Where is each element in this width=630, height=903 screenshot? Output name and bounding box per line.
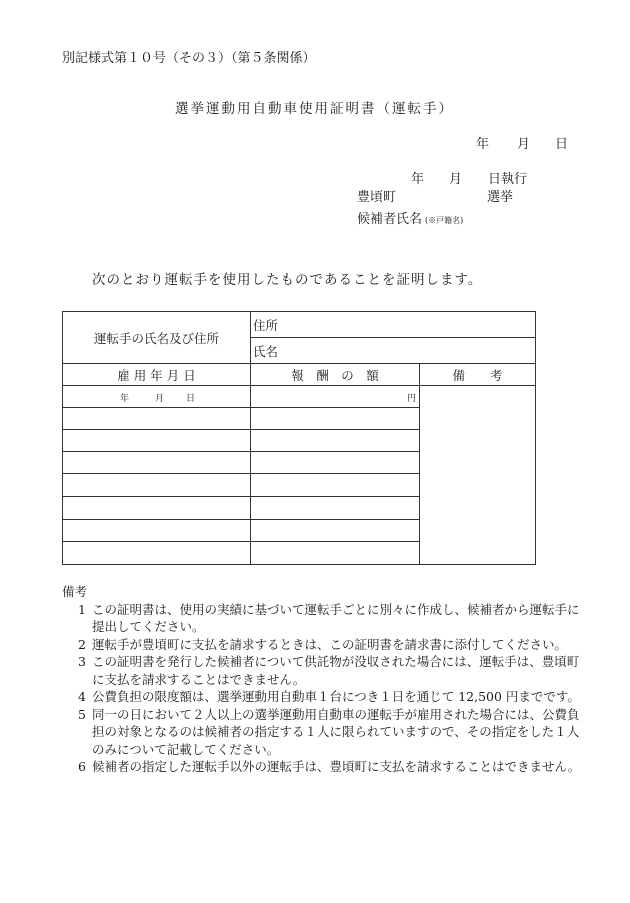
row-year-label: 年 (120, 394, 130, 404)
remarks-section (62, 583, 582, 776)
remark-item (62, 636, 582, 654)
remark-item (62, 706, 582, 759)
document-title: 選挙運動用自動車使用証明書（運転手） (175, 101, 454, 117)
employment-date-field-7[interactable] (62, 519, 251, 542)
employment-date-field-5[interactable] (62, 473, 251, 497)
employment-date-field-1[interactable] (62, 385, 251, 408)
pay-amount-field-8[interactable] (250, 541, 420, 565)
pay-amount-field-3[interactable] (250, 429, 420, 452)
remark-item (62, 688, 582, 706)
issue-month-label: 月 (517, 137, 531, 152)
driver-label-cell (62, 311, 251, 364)
employment-date-header (62, 363, 251, 386)
exec-day-label: 日執行 (488, 172, 528, 187)
issue-year-label: 年 (476, 137, 490, 152)
address-field[interactable] (250, 311, 536, 338)
remark-text: 公費負担の限度額は、選挙運動用自動車１台につき１日を通じて 12,500 円までです。 (92, 689, 580, 704)
remark-text: 同一の日において２人以上の選挙運動用自動車の運転手が雇用された場合には、公費負担の対象となるのは候補者の指定する１人に限られていますので、その指定をした１人のみについて記載してください。 (92, 706, 580, 757)
remark-item (62, 653, 582, 688)
remark-number: 3 (78, 654, 86, 669)
town-name: 豊頃町 (357, 190, 397, 205)
remarks-header (419, 363, 536, 386)
pay-amount-field-5[interactable] (250, 473, 420, 497)
remark-text: 運転手が豊頃町に支払を請求するときは、この証明書を請求書に添付してください。 (92, 636, 568, 652)
employment-date-header-label: 雇 用 年 月 日 (117, 367, 196, 383)
row-day-label: 日 (186, 394, 196, 404)
employment-date-field-8[interactable] (62, 541, 251, 565)
family-register-note: (※戸籍名) (425, 216, 464, 225)
name-label: 氏名 (253, 344, 279, 359)
remarks-heading: 備考 (62, 584, 88, 599)
pay-amount-field-1[interactable] (250, 385, 420, 408)
election-label: 選挙 (487, 190, 514, 205)
issue-day-label: 日 (555, 137, 569, 152)
remark-item (62, 758, 582, 776)
remark-number: 2 (78, 636, 86, 652)
form-label: 別記様式第１０号（その３）（第５条関係） (62, 51, 316, 66)
pay-amount-field-2[interactable] (250, 407, 420, 430)
pay-amount-header (250, 363, 420, 386)
remark-number: 6 (78, 759, 86, 774)
yen-label: 円 (406, 394, 416, 404)
employment-date-field-2[interactable] (62, 407, 251, 430)
driver-label: 運転手の氏名及び住所 (93, 330, 219, 346)
remark-item (62, 601, 582, 636)
pay-amount-field-4[interactable] (250, 451, 420, 474)
remark-number: 5 (78, 706, 86, 722)
name-field[interactable] (250, 337, 536, 364)
remarks-header-label: 備 考 (452, 367, 503, 383)
exec-year-label: 年 (411, 172, 425, 187)
remark-text: 候補者の指定した運転手以外の運転手は、豊頃町に支払を請求することはできません。 (92, 759, 581, 774)
exec-month-label: 月 (449, 172, 463, 187)
employment-date-field-6[interactable] (62, 496, 251, 520)
candidate-name-label: 候補者氏名 (357, 212, 423, 227)
remark-number: 1 (78, 601, 86, 617)
remark-text: この証明書は、使用の実績に基づいて運転手ごとに別々に作成し、候補者から運転手に提出してください。 (92, 601, 580, 634)
address-label: 住所 (253, 318, 279, 333)
remarks-field[interactable] (419, 385, 536, 565)
remark-number: 4 (78, 689, 86, 704)
employment-date-field-4[interactable] (62, 451, 251, 474)
employment-date-field-3[interactable] (62, 429, 251, 452)
candidate-name-line (357, 208, 463, 227)
pay-amount-field-6[interactable] (250, 496, 420, 520)
pay-amount-field-7[interactable] (250, 519, 420, 542)
row-month-label: 月 (155, 394, 165, 404)
remark-text: この証明書を発行した候補者について供託物が没収された場合には、運転手は、豊頃町に支払を請求することはできません。 (92, 654, 580, 687)
certification-statement: 次のとおり運転手を使用したものであることを証明します。 (92, 272, 483, 288)
pay-amount-header-label: 報 酬 の 額 (291, 367, 379, 383)
